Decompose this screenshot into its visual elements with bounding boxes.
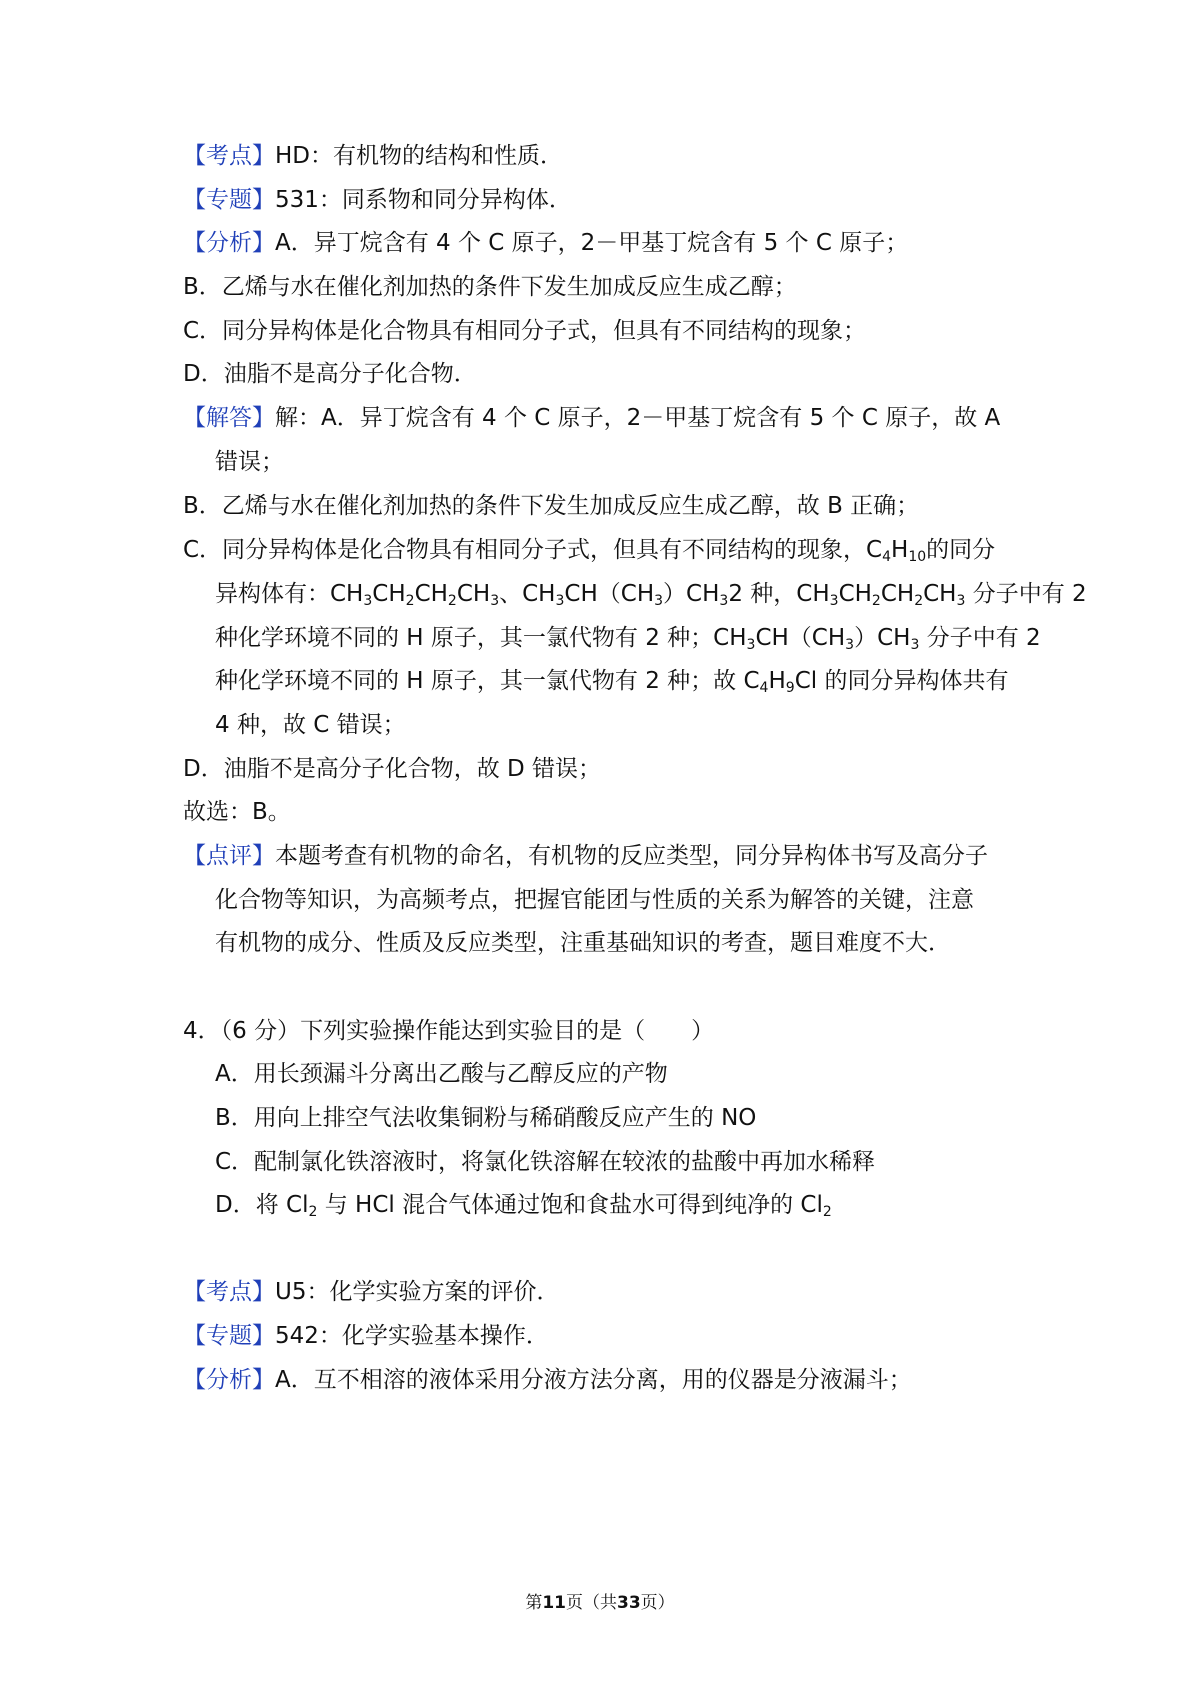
jieda-tag: 【解答】 xyxy=(183,405,275,431)
q4-kaodian-line xyxy=(183,1277,559,1307)
page-number: 11 xyxy=(542,1593,566,1613)
kaodian-tag: 【考点】 xyxy=(183,143,275,169)
fenxi-tag: 【分析】 xyxy=(183,1367,275,1393)
q3-kaodian-text: HD：有机物的结构和性质． xyxy=(275,143,564,169)
q3-fenxi-c: C．同分异构体是化合物具有相同分子式，但具有不同结构的现象； xyxy=(183,318,867,344)
kaodian-tag: 【考点】 xyxy=(183,1279,275,1305)
q3-fenxi-a: A．异丁烷含有 4 个 C 原子，2－甲基丁烷含有 5 个 C 原子； xyxy=(275,230,909,256)
q4-stem: 4．（6 分）下列实验操作能达到实验目的是（ ） xyxy=(183,1018,715,1044)
q3-dianping-1: 本题考查有机物的命名，有机物的反应类型，同分异构体书写及高分子 xyxy=(275,843,988,869)
q3-jieda-d: D．油脂不是高分子化合物，故 D 错误； xyxy=(183,756,602,782)
q3-jieda-c4: 种化学环境不同的 H 原子，其一氯代物有 2 种；故 $C_4H_9Cl$ 的同分异构体共有 xyxy=(215,668,1009,696)
q3-jieda-a2: 错误； xyxy=(215,449,284,475)
q4-fenxi-a: A．互不相溶的液体采用分液方法分离，用的仪器是分液漏斗； xyxy=(275,1367,912,1393)
page-footer: 第11页（共33页） xyxy=(525,1593,675,1613)
q4-kaodian-text: U5：化学实验方案的评价． xyxy=(275,1279,560,1305)
q3-jieda-c2: 异构体有：$CH_3CH_2CH_2CH_3$、$CH_3CH(CH_3)CH_32$ 种，$CH_3CH_2CH_2CH_3$ 分子中有 2 xyxy=(215,581,1087,609)
q3-kaodian-line xyxy=(183,141,563,171)
q3-zhuanti-line xyxy=(183,185,572,215)
q3-zhuanti-text: 531：同系物和同分异构体． xyxy=(275,187,572,213)
q3-jieda-line xyxy=(183,403,1000,433)
fenxi-tag: 【分析】 xyxy=(183,230,275,256)
q4-zhuanti-line xyxy=(183,1321,549,1351)
q3-dianping-3: 有机物的成分、性质及反应类型，注重基础知识的考查，题目难度不大． xyxy=(215,930,951,956)
q3-answer: 故选：B。 xyxy=(183,799,291,825)
q3-fenxi-b: B．乙烯与水在催化剂加热的条件下发生加成反应生成乙醇； xyxy=(183,274,797,300)
q3-jieda-c3: 种化学环境不同的 H 原子，其一氯代物有 2 种；$CH_3CH(CH_3)CH_3$ 分子中有 2 xyxy=(215,625,1041,653)
q4-zhuanti-text: 542：化学实验基本操作． xyxy=(275,1323,549,1349)
zhuanti-tag: 【专题】 xyxy=(183,187,275,213)
q3-jieda-a1: 解：A．异丁烷含有 4 个 C 原子，2－甲基丁烷含有 5 个 C 原子，故 A xyxy=(275,405,1001,431)
q4-option-a: A．用长颈漏斗分离出乙酸与乙醇反应的产物 xyxy=(215,1061,668,1087)
zhuanti-tag: 【专题】 xyxy=(183,1323,275,1349)
q4-option-b: B．用向上排空气法收集铜粉与稀硝酸反应产生的 NO xyxy=(215,1105,757,1131)
q4-fenxi-line xyxy=(183,1365,912,1395)
q3-jieda-c1: C．同分异构体是化合物具有相同分子式，但具有不同结构的现象，$C_4H_{10}$的同分 xyxy=(183,537,996,565)
q3-fenxi-d: D．油脂不是高分子化合物． xyxy=(183,361,477,387)
q3-jieda-b: B．乙烯与水在催化剂加热的条件下发生加成反应生成乙醇，故 B 正确； xyxy=(183,493,920,519)
q4-option-d: D．将 $Cl_2$ 与 HCl 混合气体通过饱和食盐水可得到纯净的 $Cl_2$ xyxy=(215,1192,832,1220)
q3-dianping-line xyxy=(183,841,988,871)
total-pages: 33 xyxy=(617,1593,641,1613)
q4-option-c: C．配制氯化铁溶液时，将氯化铁溶解在较浓的盐酸中再加水稀释 xyxy=(215,1149,876,1175)
q3-jieda-c5: 4 种，故 C 错误； xyxy=(215,712,406,738)
q3-dianping-2: 化合物等知识，为高频考点，把握官能团与性质的关系为解答的关键，注意 xyxy=(215,887,974,913)
q3-fenxi-line xyxy=(183,228,908,258)
dianping-tag: 【点评】 xyxy=(183,843,275,869)
